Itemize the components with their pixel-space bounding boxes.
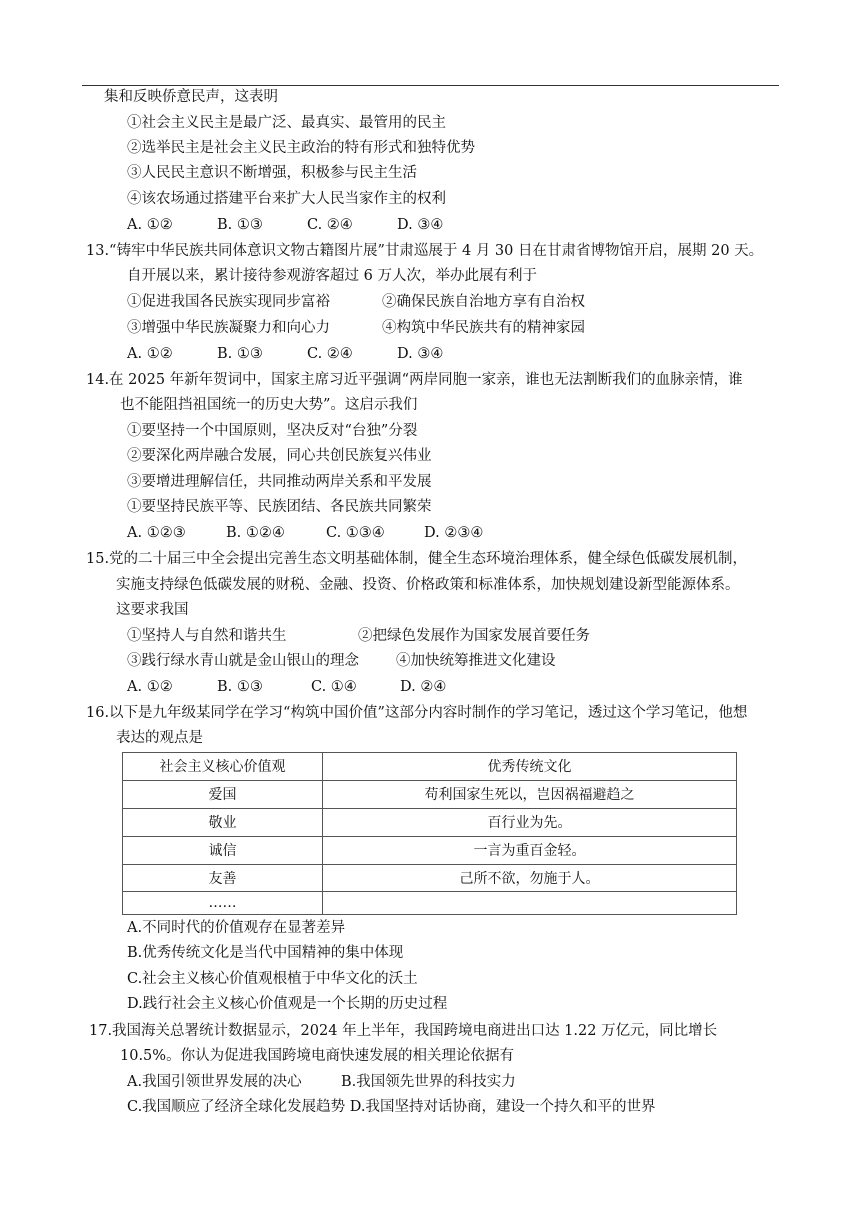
- table-cell: ……: [123, 892, 323, 915]
- q14-option-4: ①要坚持民族平等、民族团结、各民族共同繁荣: [127, 499, 432, 515]
- table-row: [123, 864, 737, 892]
- q13-stem-line-2: 自开展以来，累计接待参观游客超过 6 万人次，举办此展有利于: [127, 268, 537, 284]
- table-cell: 友善: [123, 864, 323, 892]
- table-cell: [323, 892, 737, 915]
- q17-stem-line-2: 10.5%。你认为促进我国跨境电商快速发展的相关理论依据有: [120, 1048, 515, 1064]
- q12-choice-b: B. ①③: [217, 217, 263, 233]
- q16-stem-line-1: 16.以下是九年级某同学在学习“构筑中国价值”这部分内容时制作的学习笔记，透过这个学习笔记，他想: [86, 705, 748, 721]
- header-rule: [82, 85, 779, 86]
- q17-stem-line-1: 17.我国海关总署统计数据显示，2024 年上半年，我国跨境电商进出口达 1.22 万亿元，同比增长: [89, 1023, 718, 1039]
- q12-option-4: ④该农场通过搭建平台来扩大人民当家作主的权利: [127, 191, 446, 207]
- study-notes-table: [122, 752, 737, 915]
- table-row: [123, 892, 737, 915]
- q16-choice-c: C.社会主义核心价值观根植于中华文化的沃土: [127, 971, 418, 987]
- q15-option-2: ②把绿色发展作为国家发展首要任务: [358, 628, 590, 644]
- q14-stem-line-1: 14.在 2025 年新年贺词中，国家主席习近平强调“两岸同胞一家亲，谁也无法割断我们的血脉亲情，谁: [86, 372, 743, 388]
- q15-choice-c: C. ①④: [311, 679, 357, 695]
- q14-option-3: ③要增进理解信任，共同推动两岸关系和平发展: [127, 474, 432, 490]
- q16-choice-d: D.践行社会主义核心价值观是一个长期的历史过程: [127, 996, 448, 1012]
- q13-choice-b: B. ①③: [217, 346, 263, 362]
- q14-choice-d: D. ②③④: [424, 525, 484, 541]
- q15-choice-b: B. ①③: [217, 679, 263, 695]
- table-cell: 诚信: [123, 836, 323, 864]
- table-row: [123, 808, 737, 836]
- q12-option-1: ①社会主义民主是最广泛、最真实、最管用的民主: [127, 115, 446, 131]
- table-header-cell: 优秀传统文化: [323, 753, 737, 781]
- q15-option-1: ①坚持人与自然和谐共生: [127, 628, 287, 644]
- q15-stem-line-2: 实施支持绿色低碳发展的财税、金融、投资、价格政策和标准体系，加快规划建设新型能源体系。: [116, 577, 740, 593]
- q16-choice-a: A.不同时代的价值观存在显著差异: [127, 920, 346, 936]
- q15-option-3: ③践行绿水青山就是金山银山的理念: [127, 653, 359, 669]
- q13-choice-c: C. ②④: [307, 346, 353, 362]
- q13-choice-a: A. ①②: [127, 346, 173, 362]
- table-cell: 一言为重百金轻。: [323, 836, 737, 864]
- q14-choice-b: B. ①②④: [226, 525, 285, 541]
- q13-option-4: ④构筑中华民族共有的精神家园: [382, 320, 585, 336]
- q14-choice-c: C. ①③④: [326, 525, 385, 541]
- q12-choice-c: C. ②④: [307, 217, 353, 233]
- q13-option-2: ②确保民族自治地方享有自治权: [382, 294, 585, 310]
- q17-choice-a: A.我国引领世界发展的决心: [127, 1074, 302, 1090]
- q15-choice-a: A. ①②: [127, 679, 173, 695]
- table-cell: 苟利国家生死以，岂因祸福避趋之: [323, 780, 737, 808]
- q12-choice-d: D. ③④: [397, 217, 444, 233]
- q14-option-2: ②要深化两岸融合发展，同心共创民族复兴伟业: [127, 448, 432, 464]
- q15-choice-d: D. ②④: [400, 679, 447, 695]
- table-row: [123, 780, 737, 808]
- table-cell: 敬业: [123, 808, 323, 836]
- q16-stem-line-2: 表达的观点是: [116, 730, 203, 746]
- q12-option-2: ②选举民主是社会主义民主政治的特有形式和独特优势: [127, 140, 475, 156]
- q12-option-3: ③人民民主意识不断增强，积极参与民主生活: [127, 165, 417, 181]
- q12-choice-a: A. ①②: [127, 217, 173, 233]
- q13-option-3: ③增强中华民族凝聚力和向心力: [127, 320, 330, 336]
- q16-choice-b: B.优秀传统文化是当代中国精神的集中体现: [127, 945, 404, 961]
- table-header-row: [123, 753, 737, 781]
- q15-stem-line-1: 15.党的二十届三中全会提出完善生态文明基础体制，健全生态环境治理体系，健全绿色低碳发展机制，: [86, 551, 748, 567]
- q17-choice-cd: C.我国顺应了经济全球化发展趋势 D.我国坚持对话协商，建设一个持久和平的世界: [127, 1099, 656, 1115]
- q17-choice-b: B.我国领先世界的科技实力: [341, 1074, 516, 1090]
- q14-option-1: ①要坚持一个中国原则，坚决反对“台独”分裂: [127, 423, 418, 439]
- q12-stem: 集和反映侨意民声，这表明: [104, 89, 278, 105]
- table-row: [123, 836, 737, 864]
- q15-stem-line-3: 这要求我国: [116, 602, 189, 618]
- q14-choice-a: A. ①②③: [127, 525, 186, 541]
- q14-stem-line-2: 也不能阻挡祖国统一的历史大势”。这启示我们: [120, 397, 418, 413]
- q13-stem-line-1: 13.“铸牢中华民族共同体意识文物古籍图片展”甘肃巡展于 4 月 30 日在甘肃省博物馆开启，展期 20 天。: [86, 243, 764, 259]
- q13-option-1: ①促进我国各民族实现同步富裕: [127, 294, 330, 310]
- table-cell: 己所不欲，勿施于人。: [323, 864, 737, 892]
- q13-choice-d: D. ③④: [397, 346, 444, 362]
- table-cell: 爱国: [123, 780, 323, 808]
- q15-option-4: ④加快统筹推进文化建设: [396, 653, 556, 669]
- table-cell: 百行业为先。: [323, 808, 737, 836]
- table-header-cell: 社会主义核心价值观: [123, 753, 323, 781]
